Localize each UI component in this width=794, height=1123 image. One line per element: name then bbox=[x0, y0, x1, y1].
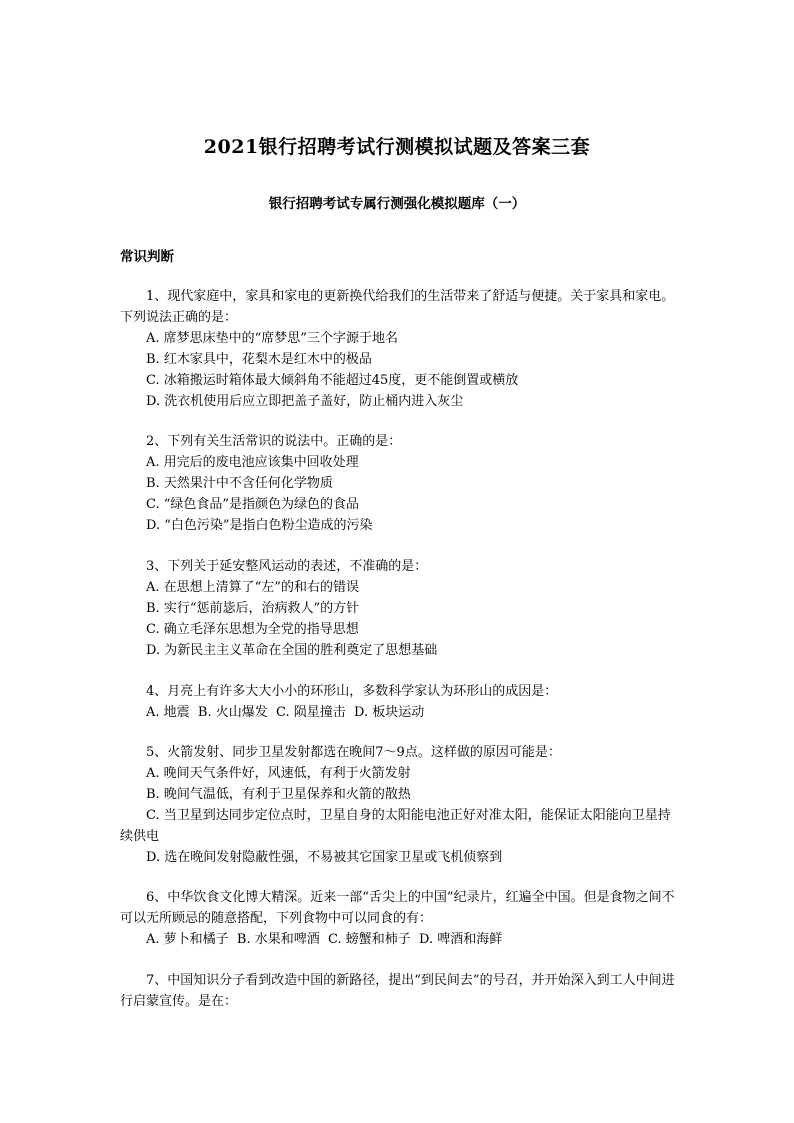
option-d: D. “白色污染”是指白色粉尘造成的污染 bbox=[146, 518, 373, 533]
question-stem: 2、下列有关生活常识的说法中。正确的是： bbox=[146, 434, 402, 449]
option-a: A. 席梦思床垫中的“席梦思”三个字源于地名 bbox=[146, 331, 398, 346]
option-d: D. 选在晚间发射隐蔽性强，不易被其它国家卫星或飞机侦察到 bbox=[146, 850, 503, 865]
option-b: B. 晚间气温低，有利于卫星保养和火箭的散热 bbox=[146, 787, 411, 802]
option-c: C. 确立毛泽东思想为全党的指导思想 bbox=[146, 622, 359, 637]
option-b: B. 红木家具中，花梨木是红木中的极品 bbox=[146, 352, 372, 367]
inline-options: A. 地震 B. 火山爆发 C. 陨星撞击 D. 板块运动 bbox=[146, 705, 425, 720]
question-2 bbox=[120, 431, 676, 536]
question-stem: 3、下列关于延安整风运动的表述，不准确的是： bbox=[146, 559, 428, 574]
option-a: A. 晚间天气条件好，风速低，有利于火箭发射 bbox=[146, 766, 411, 781]
document-subtitle: 银行招聘考试专属行测强化模拟题库（一） bbox=[268, 196, 526, 212]
option-d: D. 洗衣机使用后应立即把盖子盖好，防止桶内进入灰尘 bbox=[146, 394, 464, 409]
question-4 bbox=[120, 681, 676, 723]
question-6 bbox=[120, 887, 676, 950]
question-5 bbox=[120, 742, 676, 868]
option-d: D. 为新民主主义革命在全国的胜利奠定了思想基础 bbox=[146, 643, 438, 658]
question-stem: 1、现代家庭中，家具和家电的更新换代给我们的生活带来了舒适与便捷。关于家具和家电。下列说法正确的是： bbox=[120, 289, 675, 325]
question-stem: 4、月亮上有许多大大小小的环形山，多数科学家认为环形山的成因是： bbox=[146, 684, 558, 699]
question-stem: 7、中国知识分子看到改造中国的新路径，提出“到民间去”的号召，并开始深入到工人中间进行启蒙宣传。是在： bbox=[120, 973, 675, 1009]
section-heading: 常识判断 bbox=[120, 249, 174, 265]
option-c: C. “绿色食品”是指颜色为绿色的食品 bbox=[146, 497, 360, 512]
option-a: A. 在思想上清算了“左”的和右的错误 bbox=[146, 580, 359, 595]
question-stem: 6、中华饮食文化博大精深。近来一部“舌尖上的中国”纪录片，红遍全中国。但是食物之间不可以无所顾忌的随意搭配，下列食物中可以同食的有： bbox=[120, 890, 675, 926]
option-a: A. 用完后的废电池应该集中回收处理 bbox=[146, 455, 359, 470]
question-7 bbox=[120, 970, 676, 1012]
option-c: C. 当卫星到达同步定位点时，卫星自身的太阳能电池正好对准太阳，能保证太阳能向卫星持续供电 bbox=[120, 808, 671, 844]
inline-options: A. 萝卜和橘子 B. 水果和啤酒 C. 螃蟹和柿子 D. 啤酒和海鲜 bbox=[146, 932, 503, 947]
option-c: C. 冰箱搬运时箱体最大倾斜角不能超过45度，更不能倒置或横放 bbox=[146, 373, 519, 388]
question-1 bbox=[120, 286, 676, 412]
option-b: B. 天然果汁中不含任何化学物质 bbox=[146, 476, 333, 491]
question-stem: 5、火箭发射、同步卫星发射都选在晚间7～9点。这样做的原因可能是： bbox=[146, 745, 561, 760]
document-title: 2021银行招聘考试行测模拟试题及答案三套 bbox=[203, 136, 591, 158]
question-3 bbox=[120, 556, 676, 661]
option-b: B. 实行“惩前毖后，治病救人”的方针 bbox=[146, 601, 360, 616]
